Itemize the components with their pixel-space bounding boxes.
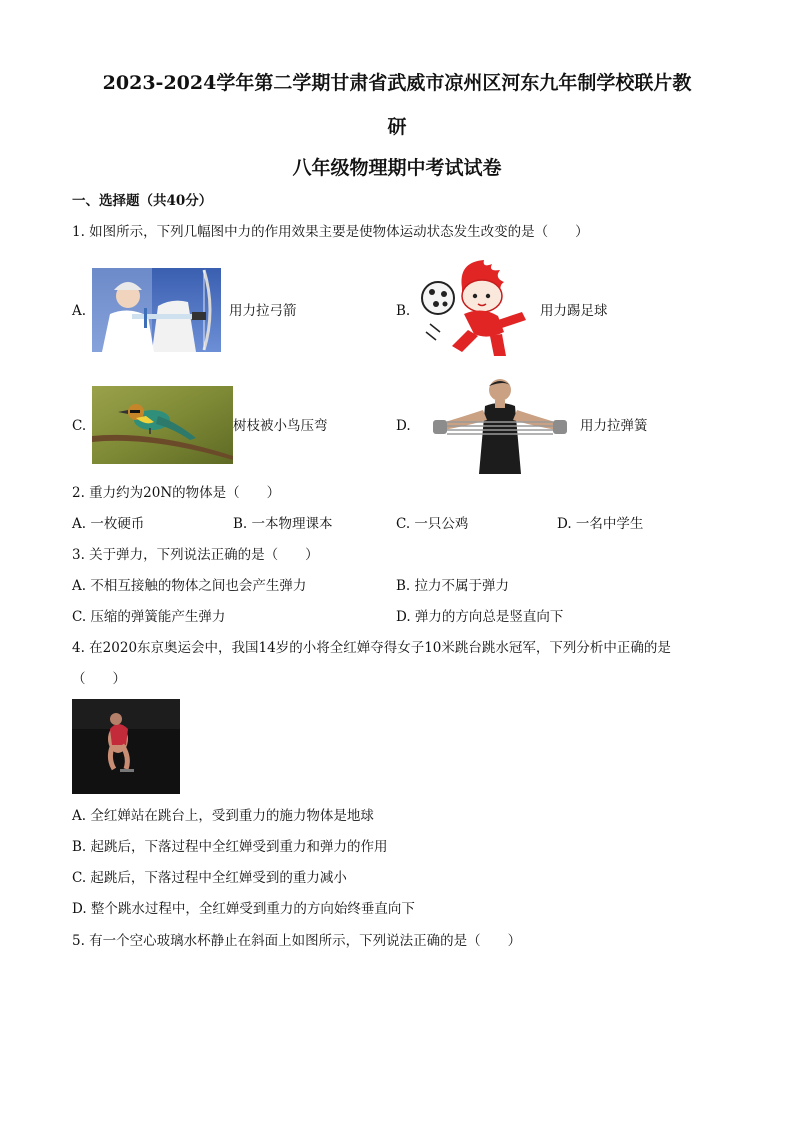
q1-option-a-text: 用力拉弓箭 [229,303,297,319]
q3-option-d: D. 弹力的方向总是竖直向下 [396,609,564,625]
page-subtitle: 八年级物理期中考试试卷 [292,157,502,179]
q2-option-d: D. 一名中学生 [557,516,644,532]
q1-option-a-letter: A. [72,303,87,319]
bird-illustration [92,386,233,464]
q2-option-b: B. 一本物理课本 [233,516,333,532]
archer-image [92,268,221,352]
q4-option-c: C. 起跳后，下落过程中全红婵受到的重力减小 [72,870,347,886]
kicking-cartoon-illustration [418,258,534,362]
q4-option-b: B. 起跳后，下落过程中全红婵受到重力和弹力的作用 [72,839,388,855]
kicking-ball-image [418,258,534,362]
q1-option-d-letter: D. [396,418,411,434]
q4-option-a: A. 全红婵站在跳台上，受到重力的施力物体是地球 [72,808,374,824]
diver-illustration [72,699,180,794]
q4-stem-line2: （ ） [72,671,126,687]
diver-image [72,699,180,794]
q1-option-d-text: 用力拉弹簧 [580,418,648,434]
q3-option-c: C. 压缩的弹簧能产生弹力 [72,609,226,625]
q4-stem-line1: 4. 在2020东京奥运会中，我国14岁的小将全红婵夺得女子10米跳台跳水冠军，下列分析中正确的是 [72,640,671,656]
page-title-line1: 2023-2024学年第二学期甘肃省武威市凉州区河东九年制学校联片教 [102,72,692,94]
section-heading: 一、选择题（共40分） [72,193,213,209]
q3-stem: 3. 关于弹力，下列说法正确的是（ ） [72,547,319,563]
bird-on-branch-image [92,386,233,464]
q1-stem: 1. 如图所示，下列几幅图中力的作用效果主要是使物体运动状态发生改变的是（ ） [72,224,589,240]
q2-stem: 2. 重力约为20N的物体是（ ） [72,485,281,501]
spring-man-illustration [425,376,575,474]
spring-expander-image [425,376,575,474]
page-title-line2: 研 [387,116,407,138]
q3-option-b: B. 拉力不属于弹力 [396,578,510,594]
q4-option-d: D. 整个跳水过程中，全红婵受到重力的方向始终垂直向下 [72,901,415,917]
q1-option-b-text: 用力踢足球 [540,303,608,319]
q2-option-c: C. 一只公鸡 [396,516,469,532]
q5-stem: 5. 有一个空心玻璃水杯静止在斜面上如图所示，下列说法正确的是（ ） [72,933,522,949]
q1-option-c-letter: C. [72,418,87,434]
q1-option-b-letter: B. [396,303,411,319]
q2-option-a: A. 一枚硬币 [72,516,145,532]
archer-illustration [92,268,221,352]
q3-option-a: A. 不相互接触的物体之间也会产生弹力 [72,578,307,594]
q1-option-c-text: 树枝被小鸟压弯 [233,418,328,434]
